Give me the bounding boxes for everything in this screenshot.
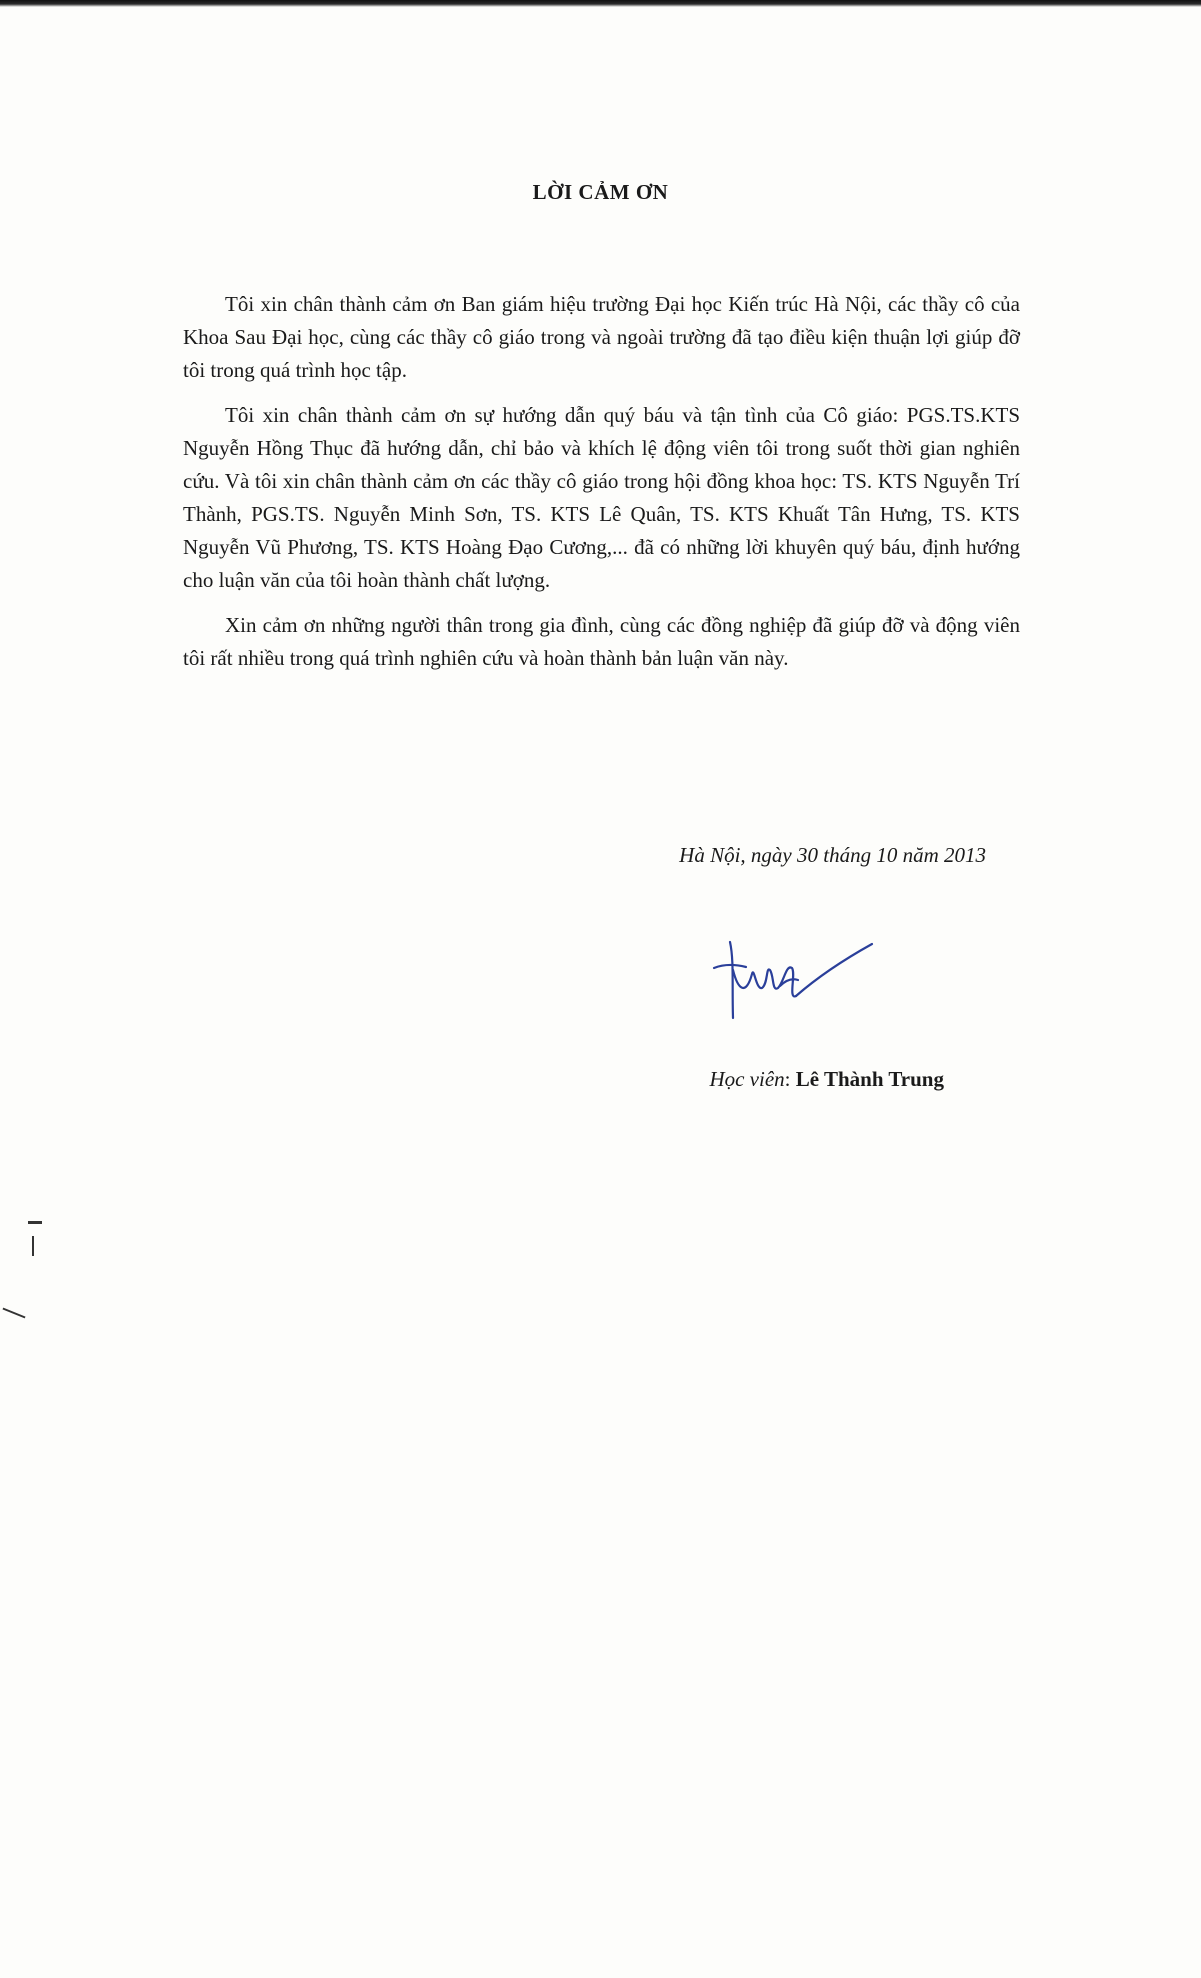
acknowledgement-body (183, 288, 1020, 687)
scan-edge-top (0, 0, 1201, 7)
scan-mark (28, 1221, 42, 1224)
signer-line (709, 1067, 944, 1092)
signer-name: Lê Thành Trung (795, 1067, 944, 1091)
paragraph: Tôi xin chân thành cảm ơn sự hướng dẫn quý báu và tận tình của Cô giáo: PGS.TS.KTS Nguyễn Hồng Thục đã hướng dẫn, chỉ bảo và khích lệ động viên tôi trong suốt thời gian nghiên cứu. Và tôi xin chân thành cảm ơn các thầy cô giáo trong hội đồng khoa học: TS. KTS Nguyễn Trí Thành, PGS.TS. Nguyễn Minh Sơn, TS. KTS Lê Quân, TS. KTS Khuất Tân Hưng, TS. KTS Nguyễn Vũ Phương, TS. KTS Hoàng Đạo Cương,... đã có những lời khuyên quý báu, định hướng cho luận văn của tôi hoàn thành chất lượng. (183, 403, 1020, 592)
page-title: LỜI CẢM ƠN (532, 180, 669, 204)
signature-image (700, 930, 880, 1040)
signer-separator: : (784, 1067, 796, 1091)
date-line: Hà Nội, ngày 30 tháng 10 năm 2013 (679, 843, 986, 867)
scan-mark (2, 1308, 25, 1319)
scan-mark (32, 1236, 34, 1256)
paragraph: Xin cảm ơn những người thân trong gia đình, cùng các đồng nghiệp đã giúp đỡ và động viên tôi rất nhiều trong quá trình nghiên cứu và hoàn thành bản luận văn này. (183, 613, 1020, 670)
paragraph: Tôi xin chân thành cảm ơn Ban giám hiệu trường Đại học Kiến trúc Hà Nội, các thầy cô của Khoa Sau Đại học, cùng các thầy cô giáo trong và ngoài trường đã tạo điều kiện thuận lợi giúp đỡ tôi trong quá trình học tập. (183, 292, 1020, 382)
signer-role: Học viên (709, 1067, 785, 1091)
